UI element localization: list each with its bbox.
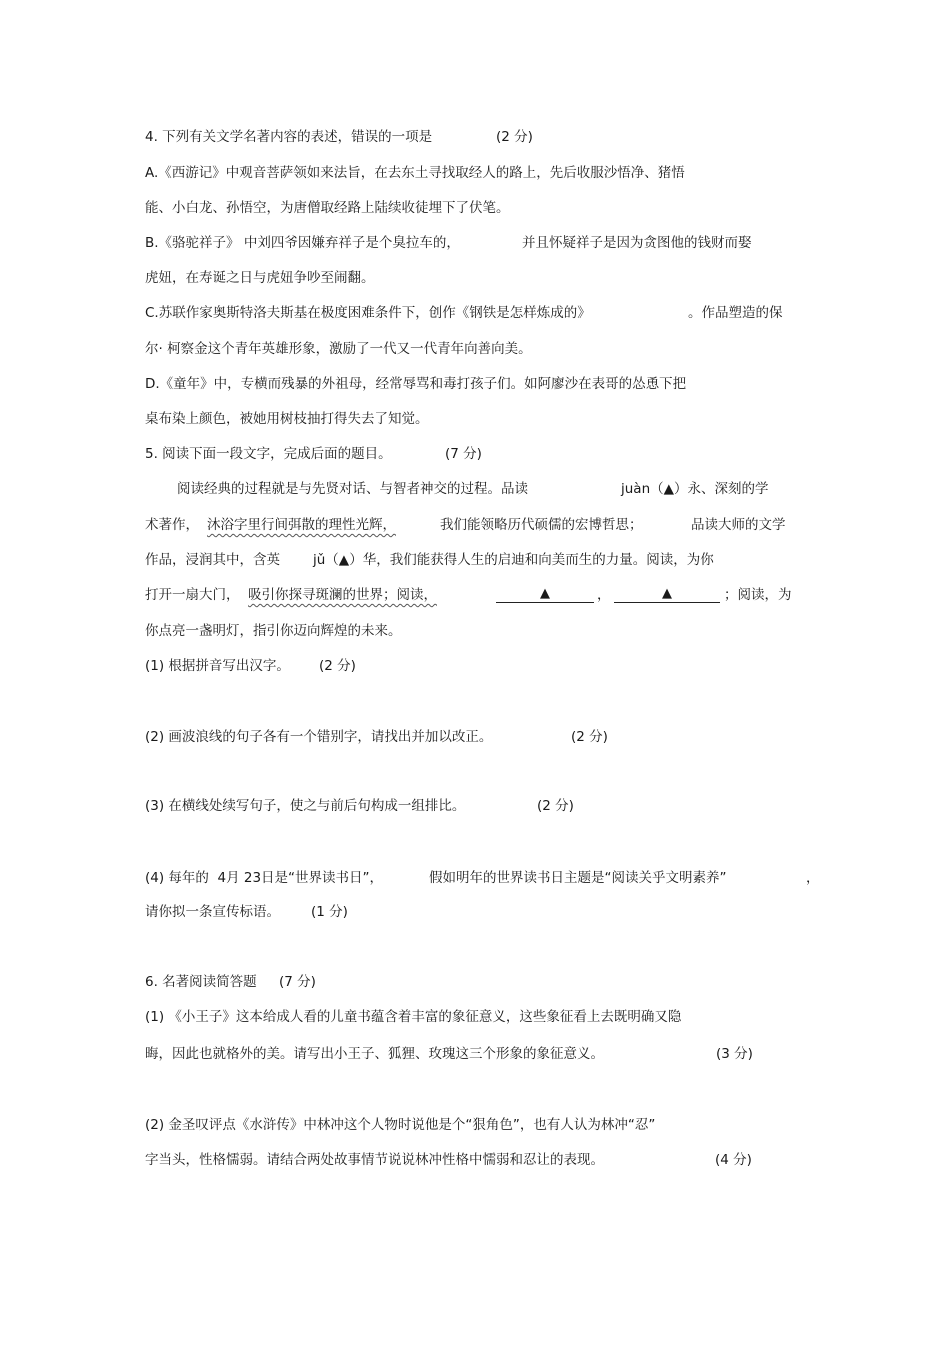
q5-sub4-line1c: ， [806,870,820,886]
q5-wavy-sentence-2: 吸引你探寻斑澜的世界；阅读， [248,587,437,603]
q6-sub2-line1: (2) 金圣叹评点《水浒传》中林冲这个人物时说他是个“狠角色”，也有人认为林冲“忍” [145,1117,656,1133]
q5-sub1: (1) 根据拼音写出汉字。 [145,658,290,674]
q5-passage-line4b: ；阅读，为 [724,587,792,603]
q5-fill-blank-2[interactable]: ▲ [614,586,720,603]
q5-fill-blank-1[interactable]: ▲ [496,586,594,603]
q4-option-a-line2: 能、小白龙、孙悟空，为唐僧取经路上陆续收徒埋下了伏笔。 [145,200,510,216]
q6-sub1-score: (3 分) [716,1046,753,1062]
q5-wavy-sentence-1: 沐浴字里行间弭散的理性光辉， [207,517,396,533]
q4-stem: 4. 下列有关文学名著内容的表述，错误的一项是 [145,129,433,145]
q6-sub1-line2: 晦，因此也就格外的美。请写出小王子、狐狸、玫瑰这三个形象的象征意义。 [145,1046,604,1062]
q6-stem: 6. 名著阅读简答题 [145,974,257,990]
q4-option-d-line1: D.《童年》中，专横而残暴的外祖母，经常辱骂和毒打孩子们。如阿廖沙在表哥的怂恿下把 [145,376,687,392]
q4-option-b-line1b: 并且怀疑祥子是因为贪图他的钱财而娶 [522,235,752,251]
q5-passage-line1b: juàn（▲）永、深刻的学 [621,481,769,497]
q5-sub3: (3) 在横线处续写句子，使之与前后句构成一组排比。 [145,798,466,814]
q5-sub2-score: (2 分) [571,729,608,745]
q4-option-b-line1a: B.《骆驼祥子》 中刘四爷因嫌弃祥子是个臭拉车的， [145,235,460,251]
q6-sub1-line1: (1) 《小王子》这本给成人看的儿童书蕴含着丰富的象征意义，这些象征看上去既明确又隐 [145,1009,682,1025]
q6-sub2-line2: 字当头，性格懦弱。请结合两处故事情节说说林冲性格中懦弱和忍让的表现。 [145,1152,604,1168]
q5-sub2: (2) 画波浪线的句子各有一个错别字，请找出并加以改正。 [145,729,493,745]
q5-sub1-score: (2 分) [319,658,356,674]
q5-passage-line4a: 打开一扇大门， [145,587,240,603]
q6-sub2-score: (4 分) [715,1152,752,1168]
q4-option-a-line1: A.《西游记》中观音菩萨领如来法旨，在去东土寻找取经人的路上，先后收服沙悟净、猪悟 [145,165,685,181]
q4-score: (2 分) [496,129,533,145]
q5-sub4-line1a: (4) 每年的 4月 23日是“世界读书日”， [145,870,384,886]
q5-score: (7 分) [445,446,482,462]
q4-option-c-line2: 尔· 柯察金这个青年英雄形象，激励了一代又一代青年向善向美。 [145,341,532,357]
q5-passage-line3a: 作品，浸润其中，含英 [145,552,280,568]
q4-option-d-line2: 桌布染上颜色，被她用树枝抽打得失去了知觉。 [145,411,429,427]
q5-passage-line2a: 术著作， [145,517,199,533]
q6-score: (7 分) [279,974,316,990]
q4-option-c-line1b: 。作品塑造的保 [688,305,783,321]
q5-passage-line5: 你点亮一盏明灯，指引你迈向辉煌的未来。 [145,623,402,639]
q5-sub4-score: (1 分) [311,904,348,920]
q5-passage-line2c: 品读大师的文学 [691,517,786,533]
q5-passage-line1a: 阅读经典的过程就是与先贤对话、与智者神交的过程。品读 [177,481,528,497]
q4-option-c-line1a: C.苏联作家奥斯特洛夫斯基在极度困难条件下，创作《钢铁是怎样炼成的》 [145,305,591,321]
q5-passage-line3b: jǔ（▲）华，我们能获得人生的启迪和向美而生的力量。阅读，为你 [313,552,714,568]
q4-option-b-line2: 虎妞，在寿诞之日与虎妞争吵至闹翻。 [145,270,375,286]
q5-stem: 5. 阅读下面一段文字，完成后面的题目。 [145,446,392,462]
q5-blank-separator: ， [597,587,611,603]
q5-sub4-line1b: 假如明年的世界读书日主题是“阅读关乎文明素养” [429,870,727,886]
q5-passage-line2b: 我们能领略历代硕儒的宏博哲思； [440,517,643,533]
q5-sub4-line2: 请你拟一条宣传标语。 [145,904,280,920]
q5-sub3-score: (2 分) [537,798,574,814]
